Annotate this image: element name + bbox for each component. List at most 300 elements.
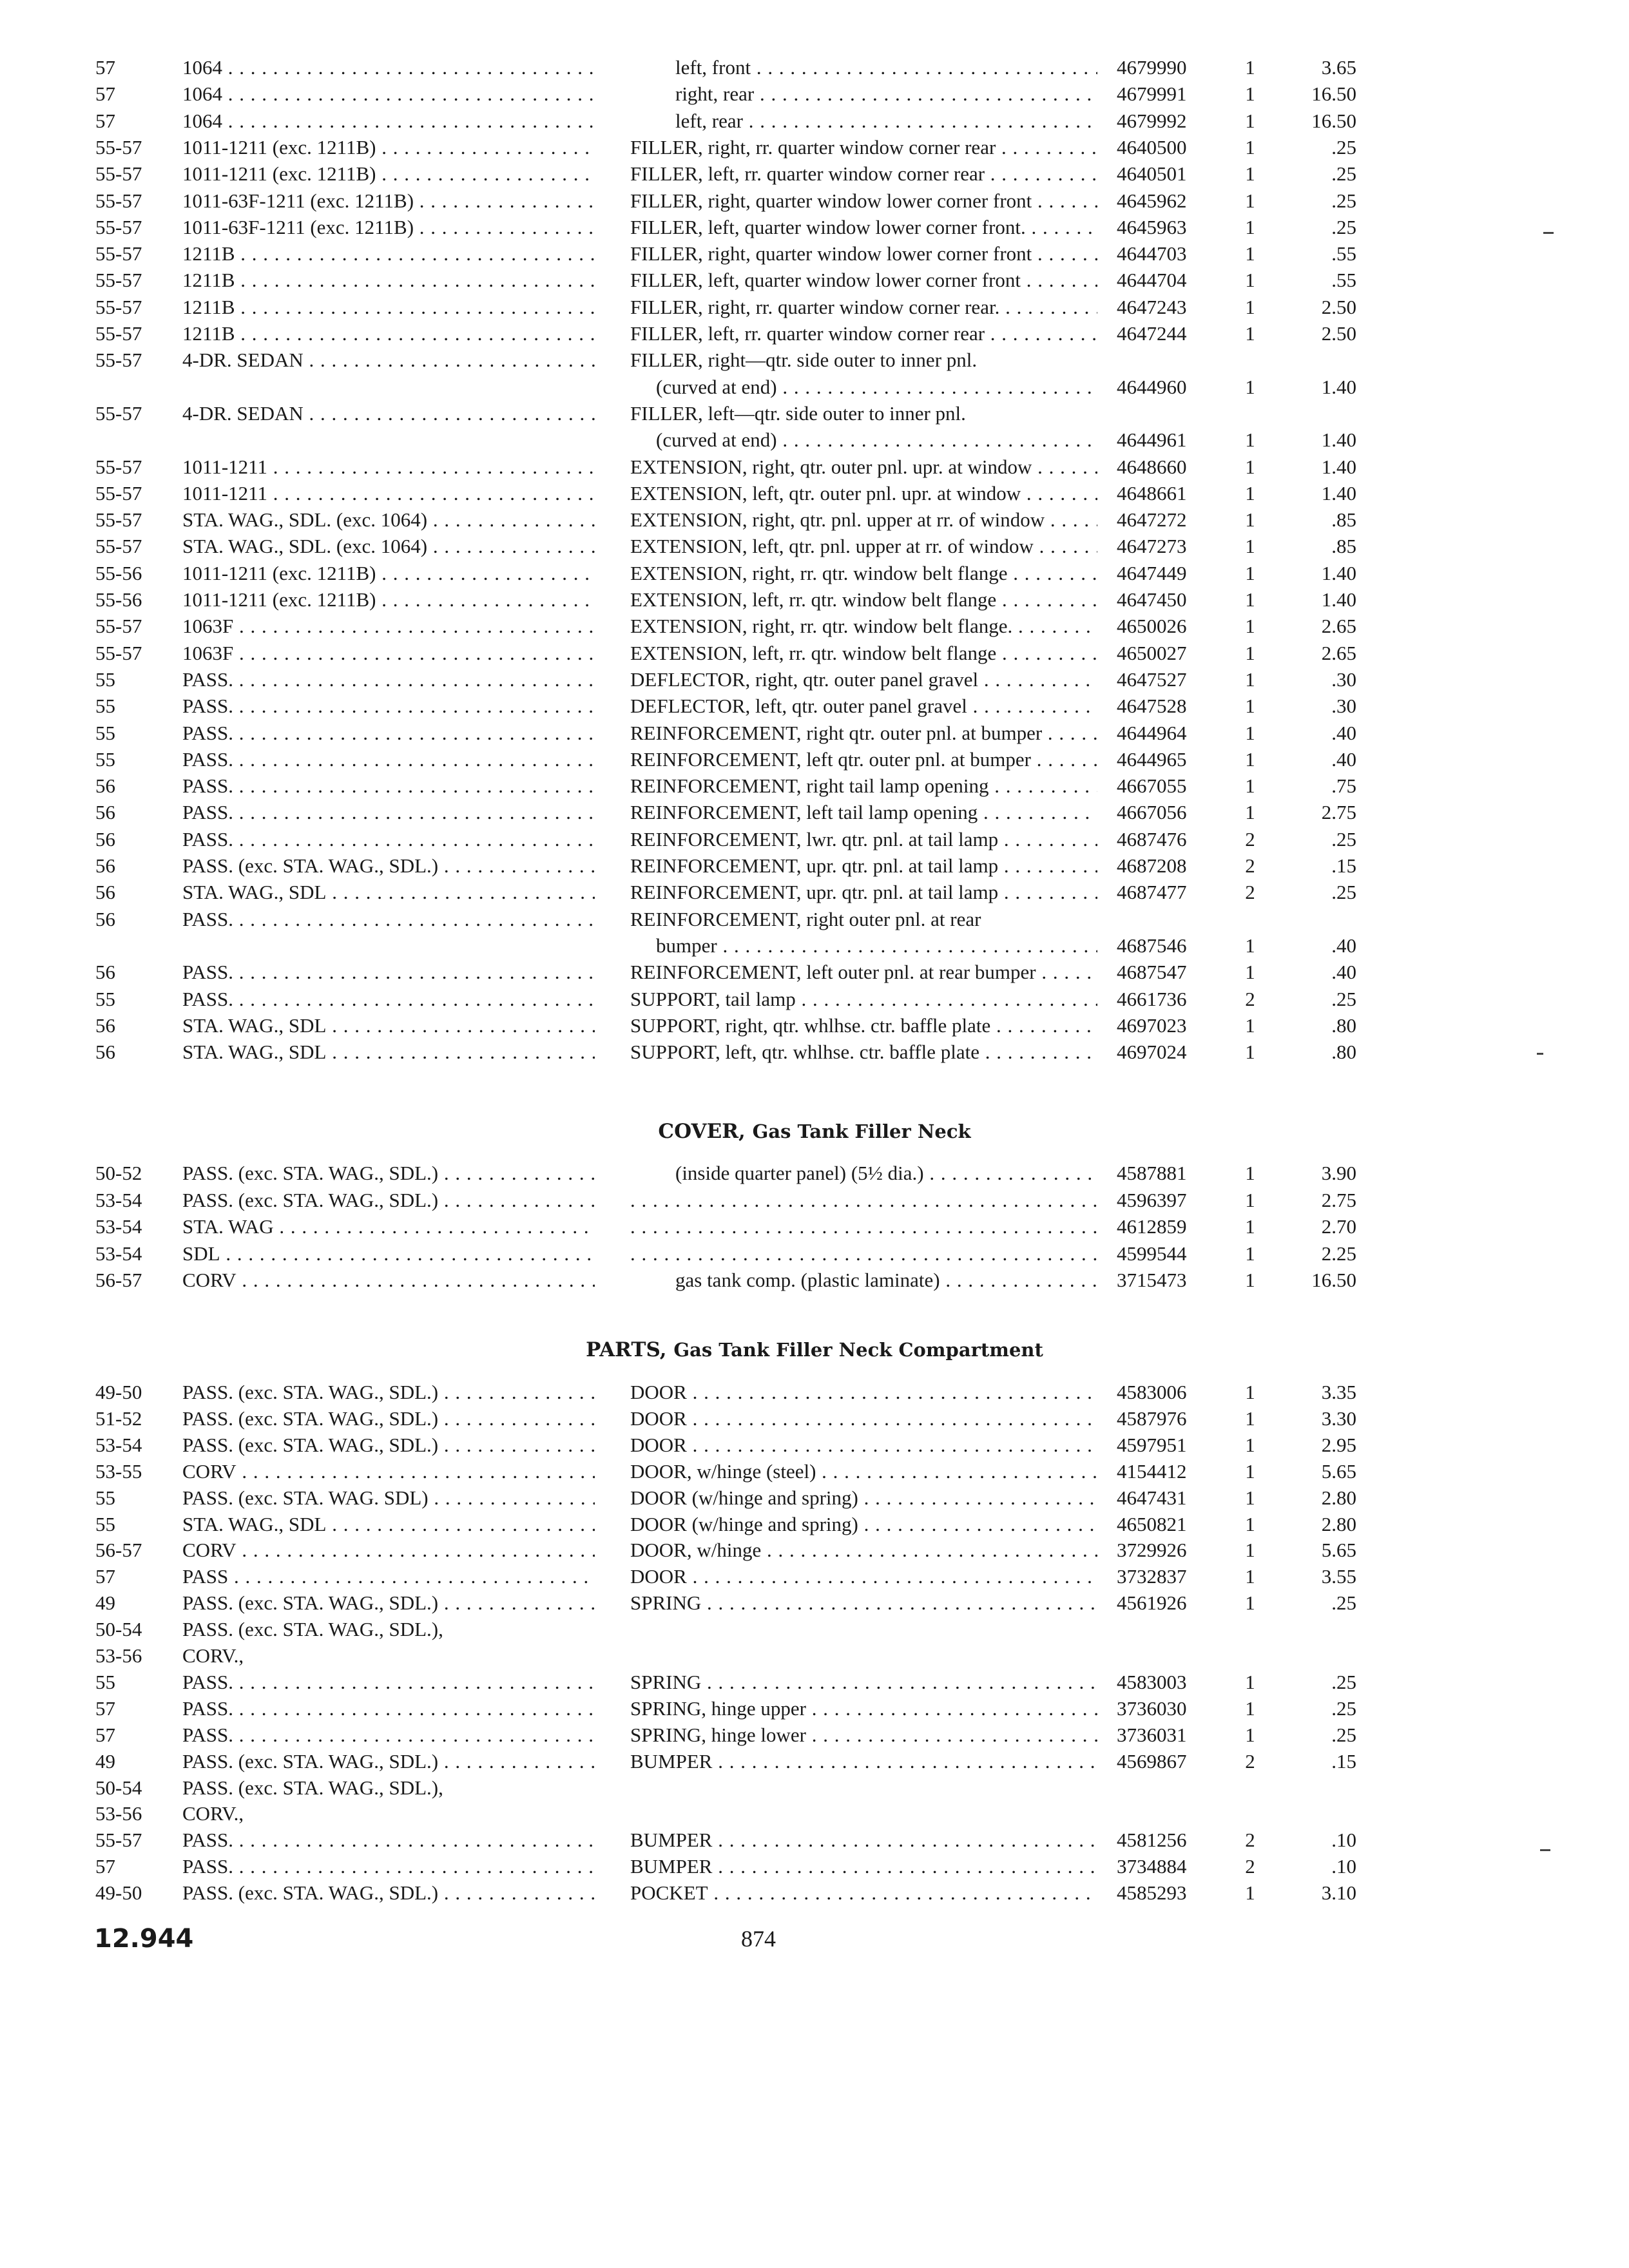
- description-cell: [630, 1160, 1097, 1187]
- quantity-cell-text: 1: [1245, 1512, 1255, 1535]
- description-cell: [630, 480, 1097, 507]
- description-cell-text: FILLER, right, rr. quarter window corner rear . . .: [630, 134, 1097, 161]
- model-cell: [182, 879, 595, 906]
- quantity-cell-text: 1: [1245, 668, 1255, 691]
- model-cell-text: PASS . . .: [182, 1563, 595, 1590]
- price-cell: [1279, 1511, 1356, 1538]
- quantity-cell-text: 1: [1245, 535, 1255, 558]
- year-cell-text: 55: [95, 987, 115, 1010]
- table-row: [0, 54, 1629, 81]
- model-cell: [182, 1616, 595, 1643]
- part-number-cell-text: 4581256: [1117, 1829, 1187, 1852]
- table-row: [0, 826, 1629, 853]
- description-cell: [630, 773, 1097, 800]
- margin-mark: [1540, 1849, 1550, 1851]
- part-number-cell: [1117, 1827, 1213, 1854]
- price-cell-text: .10: [1331, 1855, 1356, 1878]
- model-cell-text: 1064 . . .: [182, 81, 595, 108]
- part-number-cell: [1117, 879, 1213, 906]
- description-cell-text: DEFLECTOR, right, qtr. outer panel gravel . . .: [630, 666, 1097, 693]
- part-number-cell: [1117, 506, 1213, 533]
- price-cell-text: .25: [1331, 1696, 1356, 1720]
- price-cell: [1279, 533, 1356, 560]
- price-cell: [1279, 108, 1356, 135]
- table-row: [0, 533, 1629, 560]
- year-cell-text: 55-57: [95, 295, 142, 318]
- part-number-cell: [1117, 214, 1213, 241]
- model-cell-text: PASS. . . .: [182, 746, 595, 773]
- model-cell: [182, 1511, 595, 1538]
- year-cell-text: 55: [95, 721, 115, 744]
- model-cell: [182, 1563, 595, 1590]
- price-cell: [1279, 1267, 1356, 1294]
- table-row: [0, 187, 1629, 215]
- quantity-cell: [1240, 693, 1260, 720]
- quantity-cell-text: 1: [1245, 82, 1255, 106]
- description-cell: [630, 693, 1097, 720]
- description-cell: [630, 1267, 1097, 1294]
- quantity-cell: [1240, 427, 1260, 454]
- description-cell: [630, 347, 1097, 374]
- year-cell: [95, 906, 179, 933]
- description-cell: [630, 160, 1097, 187]
- price-cell: [1279, 1432, 1356, 1459]
- table-row: [0, 134, 1629, 161]
- page-code: 12.944: [94, 1924, 194, 1954]
- price-cell: [1279, 1537, 1356, 1564]
- table-row: [0, 693, 1629, 720]
- quantity-cell: [1240, 1853, 1260, 1880]
- price-cell-text: 2.95: [1321, 1433, 1356, 1456]
- price-cell-text: 2.75: [1321, 1188, 1356, 1211]
- quantity-cell: [1240, 108, 1260, 135]
- year-cell-text: 55: [95, 695, 115, 718]
- model-cell-text: PASS. . . .: [182, 1695, 595, 1722]
- description-cell: [630, 720, 1097, 747]
- part-number-cell-text: 4644960: [1117, 375, 1187, 398]
- table-row: [0, 1879, 1629, 1907]
- description-cell-text: EXTENSION, right, rr. qtr. window belt flange. . . .: [630, 613, 1097, 640]
- part-number-cell: [1117, 959, 1213, 986]
- part-number-cell: [1117, 693, 1213, 720]
- part-number-cell: [1117, 773, 1213, 800]
- model-cell: [182, 1039, 595, 1066]
- year-cell: [95, 54, 179, 81]
- model-cell-text: 1211B . . .: [182, 294, 595, 321]
- description-cell-text: REINFORCEMENT, right outer pnl. at rear: [630, 907, 981, 930]
- model-cell-text: CORV.,: [182, 1802, 244, 1825]
- table-row: [0, 1774, 1629, 1802]
- table-row: [0, 1722, 1629, 1749]
- year-cell: [95, 693, 179, 720]
- part-number-cell-text: 4640501: [1117, 162, 1187, 186]
- year-cell: [95, 1800, 179, 1827]
- model-cell-text: PASS. . . .: [182, 773, 595, 800]
- description-cell-text: FILLER, right, quarter window lower corner front . . .: [630, 240, 1097, 267]
- quantity-cell-text: 1: [1245, 455, 1255, 478]
- year-cell: [95, 400, 179, 427]
- description-cell: [630, 320, 1097, 347]
- model-cell: [182, 852, 595, 879]
- year-cell: [95, 746, 179, 773]
- model-cell-text: 1064 . . .: [182, 54, 595, 81]
- quantity-cell: [1240, 54, 1260, 81]
- quantity-cell: [1240, 1432, 1260, 1459]
- quantity-cell: [1240, 932, 1260, 959]
- model-cell: [182, 1695, 595, 1722]
- description-cell: [630, 240, 1097, 267]
- part-number-cell: [1117, 81, 1213, 108]
- part-number-cell-text: 4640500: [1117, 135, 1187, 159]
- model-cell-text: 1011-63F-1211 (exc. 1211B) . . .: [182, 214, 595, 241]
- price-cell-text: .25: [1331, 135, 1356, 159]
- part-number-cell-text: 4647273: [1117, 535, 1187, 558]
- year-cell-text: 56: [95, 961, 115, 984]
- part-number-cell: [1117, 852, 1213, 879]
- year-cell: [95, 240, 179, 267]
- year-cell: [95, 1267, 179, 1294]
- model-cell-text: PASS. (exc. STA. WAG. SDL) . . .: [182, 1485, 595, 1512]
- part-number-cell: [1117, 1187, 1213, 1214]
- price-cell: [1279, 1590, 1356, 1617]
- part-number-cell-text: 4687477: [1117, 881, 1187, 904]
- table-row: [0, 1616, 1629, 1643]
- part-number-cell: [1117, 613, 1213, 640]
- quantity-cell-text: 1: [1245, 1433, 1255, 1456]
- price-cell-text: 1.40: [1321, 375, 1356, 398]
- quantity-cell: [1240, 773, 1260, 800]
- quantity-cell: [1240, 746, 1260, 773]
- price-cell-text: 1.40: [1321, 588, 1356, 611]
- year-cell-text: 55: [95, 1512, 115, 1535]
- part-number-cell-text: 4583003: [1117, 1670, 1187, 1693]
- model-cell-text: 1064 . . .: [182, 108, 595, 135]
- table-row: [0, 454, 1629, 481]
- price-cell: [1279, 1160, 1356, 1187]
- description-cell: [630, 932, 1097, 959]
- price-cell: [1279, 1748, 1356, 1775]
- price-cell: [1279, 1012, 1356, 1039]
- quantity-cell: [1240, 1187, 1260, 1214]
- table-row: [0, 240, 1629, 267]
- description-cell: [630, 214, 1097, 241]
- price-cell: [1279, 1695, 1356, 1722]
- part-number-cell-text: 4644704: [1117, 269, 1187, 292]
- description-cell-text: EXTENSION, left, rr. qtr. window belt flange . . .: [630, 586, 1097, 613]
- price-cell-text: 2.25: [1321, 1242, 1356, 1265]
- price-cell-text: 1.40: [1321, 428, 1356, 452]
- description-cell-text: EXTENSION, right, qtr. pnl. upper at rr. of window . . .: [630, 506, 1097, 533]
- model-cell-text: 4-DR. SEDAN . . .: [182, 347, 595, 374]
- price-cell-text: 2.80: [1321, 1512, 1356, 1535]
- part-number-cell: [1117, 746, 1213, 773]
- description-cell: [630, 1039, 1097, 1066]
- part-number-cell: [1117, 640, 1213, 667]
- description-cell-text: REINFORCEMENT, left outer pnl. at rear bumper . . .: [630, 959, 1097, 986]
- year-cell: [95, 160, 179, 187]
- description-cell: [630, 1537, 1097, 1564]
- part-number-cell-text: 4697023: [1117, 1014, 1187, 1037]
- description-cell-text: DOOR (w/hinge and spring) . . .: [630, 1485, 1097, 1512]
- part-number-cell: [1117, 1485, 1213, 1512]
- table-row: [0, 1432, 1629, 1459]
- model-cell: [182, 1160, 595, 1187]
- year-cell: [95, 294, 179, 321]
- year-cell-text: 53-55: [95, 1459, 142, 1483]
- model-cell-text: PASS. . . .: [182, 666, 595, 693]
- table-row: [0, 427, 1629, 454]
- description-cell-text: EXTENSION, left, qtr. pnl. upper at rr. of window . . .: [630, 533, 1097, 560]
- part-number-cell-text: 4679992: [1117, 109, 1187, 132]
- part-number-cell-text: 3715473: [1117, 1269, 1187, 1291]
- year-cell-text: 57: [95, 1855, 115, 1878]
- part-number-cell-text: 3732837: [1117, 1565, 1187, 1588]
- description-cell-text: bumper . . .: [630, 932, 1097, 959]
- quantity-cell: [1240, 1590, 1260, 1617]
- part-number-cell: [1117, 267, 1213, 294]
- year-cell: [95, 879, 179, 906]
- price-cell: [1279, 1213, 1356, 1240]
- model-cell: [182, 799, 595, 826]
- price-cell-text: 16.50: [1311, 1269, 1356, 1291]
- model-cell: [182, 773, 595, 800]
- model-cell-text: PASS. . . .: [182, 986, 595, 1013]
- price-cell: [1279, 134, 1356, 161]
- part-number-cell-text: 4687476: [1117, 827, 1187, 850]
- price-cell: [1279, 1563, 1356, 1590]
- description-cell: [630, 1827, 1097, 1854]
- table-row: [0, 1590, 1629, 1617]
- table-row: [0, 640, 1629, 667]
- description-cell-text: EXTENSION, right, qtr. outer pnl. upr. at window . . .: [630, 454, 1097, 481]
- table-row: [0, 1012, 1629, 1039]
- price-cell: [1279, 1187, 1356, 1214]
- table-row: [0, 1563, 1629, 1590]
- quantity-cell-text: 1: [1245, 1486, 1255, 1509]
- price-cell: [1279, 720, 1356, 747]
- price-cell: [1279, 506, 1356, 533]
- model-cell-text: 1011-1211 (exc. 1211B) . . .: [182, 134, 595, 161]
- model-cell: [182, 720, 595, 747]
- description-cell: [630, 400, 1097, 427]
- description-cell-text: right, rear . . .: [630, 81, 1097, 108]
- description-cell: [630, 986, 1097, 1013]
- description-cell-text: (curved at end) . . .: [630, 427, 1097, 454]
- price-cell-text: 5.65: [1321, 1539, 1356, 1562]
- part-number-cell: [1117, 720, 1213, 747]
- price-cell: [1279, 1039, 1356, 1066]
- price-cell-text: 3.10: [1321, 1881, 1356, 1905]
- model-cell: [182, 1748, 595, 1775]
- year-cell-text: 55: [95, 1670, 115, 1693]
- part-number-cell-text: 4647243: [1117, 295, 1187, 318]
- table-row: [0, 214, 1629, 241]
- quantity-cell-text: 1: [1245, 1188, 1255, 1211]
- description-cell: [630, 81, 1097, 108]
- year-cell-text: 49-50: [95, 1381, 142, 1403]
- year-cell-text: 56: [95, 1041, 115, 1064]
- quantity-cell-text: 1: [1245, 961, 1255, 984]
- quantity-cell-text: 1: [1245, 934, 1255, 957]
- price-cell: [1279, 1827, 1356, 1854]
- part-number-cell-text: 3736030: [1117, 1696, 1187, 1720]
- description-cell: [630, 826, 1097, 853]
- model-cell-text: PASS. (exc. STA. WAG., SDL.) . . .: [182, 852, 595, 879]
- model-cell-text: CORV . . .: [182, 1537, 595, 1564]
- price-cell-text: .10: [1331, 1829, 1356, 1852]
- model-cell-text: PASS. . . .: [182, 959, 595, 986]
- model-cell-text: STA. WAG . . .: [182, 1213, 595, 1240]
- table-row: [0, 720, 1629, 747]
- price-cell-text: 2.80: [1321, 1486, 1356, 1509]
- quantity-cell-text: 1: [1245, 1381, 1255, 1403]
- quantity-cell-text: 1: [1245, 747, 1255, 771]
- quantity-cell-text: 1: [1245, 1881, 1255, 1905]
- description-cell: [630, 54, 1097, 81]
- year-cell-text: 53-54: [95, 1215, 142, 1238]
- quantity-cell: [1240, 160, 1260, 187]
- year-cell: [95, 347, 179, 374]
- part-number-cell-text: 4647431: [1117, 1486, 1187, 1509]
- description-cell: [630, 134, 1097, 161]
- year-cell: [95, 1458, 179, 1485]
- description-cell-text: EXTENSION, left, rr. qtr. window belt flange . . .: [630, 640, 1097, 667]
- price-cell: [1279, 799, 1356, 826]
- quantity-cell-text: 2: [1245, 987, 1255, 1010]
- model-cell-text: PASS. . . .: [182, 720, 595, 747]
- part-number-cell: [1117, 160, 1213, 187]
- year-cell: [95, 214, 179, 241]
- part-number-cell-text: 4644965: [1117, 747, 1187, 771]
- quantity-cell: [1240, 799, 1260, 826]
- model-cell-text: PASS. . . .: [182, 693, 595, 720]
- quantity-cell: [1240, 1379, 1260, 1406]
- table-row: [0, 1695, 1629, 1722]
- model-cell-text: PASS. (exc. STA. WAG., SDL.) . . .: [182, 1879, 595, 1907]
- model-cell: [182, 906, 595, 933]
- table-row: [0, 400, 1629, 427]
- model-cell-text: 1011-1211 (exc. 1211B) . . .: [182, 160, 595, 187]
- price-cell-text: 2.65: [1321, 641, 1356, 664]
- part-number-cell: [1117, 799, 1213, 826]
- quantity-cell: [1240, 81, 1260, 108]
- description-cell: [630, 799, 1097, 826]
- table-row: [0, 1267, 1629, 1294]
- quantity-cell-text: 2: [1245, 1855, 1255, 1878]
- part-number-cell-text: 4647272: [1117, 508, 1187, 532]
- model-cell: [182, 1012, 595, 1039]
- section-heading-parts: [0, 1338, 1629, 1361]
- part-number-cell: [1117, 1458, 1213, 1485]
- description-cell-text: DOOR, w/hinge (steel) . . .: [630, 1458, 1097, 1485]
- quantity-cell: [1240, 1267, 1260, 1294]
- part-number-cell-text: 4667055: [1117, 774, 1187, 798]
- year-cell-text: 55-57: [95, 401, 142, 425]
- quantity-cell-text: 1: [1245, 1539, 1255, 1562]
- model-cell: [182, 454, 595, 481]
- model-cell: [182, 693, 595, 720]
- part-number-cell-text: 4644703: [1117, 242, 1187, 265]
- description-cell: [630, 506, 1097, 533]
- table-row: [0, 1240, 1629, 1267]
- model-cell-text: 1011-1211 . . .: [182, 454, 595, 481]
- quantity-cell: [1240, 586, 1260, 613]
- part-number-cell-text: 4644964: [1117, 721, 1187, 744]
- quantity-cell-text: 2: [1245, 1749, 1255, 1773]
- description-cell-text: FILLER, right, quarter window lower corner front . . .: [630, 187, 1097, 215]
- model-cell: [182, 54, 595, 81]
- price-cell-text: .85: [1331, 508, 1356, 532]
- table-row: [0, 1537, 1629, 1564]
- part-number-cell: [1117, 480, 1213, 507]
- price-cell: [1279, 773, 1356, 800]
- quantity-cell: [1240, 1563, 1260, 1590]
- quantity-cell: [1240, 959, 1260, 986]
- table-row: [0, 932, 1629, 959]
- model-cell-text: STA. WAG., SDL . . .: [182, 879, 595, 906]
- price-cell: [1279, 932, 1356, 959]
- year-cell-text: 55-57: [95, 1829, 142, 1852]
- year-cell-text: 55-57: [95, 615, 142, 638]
- model-cell: [182, 959, 595, 986]
- part-number-cell: [1117, 1695, 1213, 1722]
- year-cell: [95, 320, 179, 347]
- price-cell: [1279, 320, 1356, 347]
- part-number-cell-text: 3736031: [1117, 1723, 1187, 1746]
- description-cell: [630, 852, 1097, 879]
- model-cell: [182, 267, 595, 294]
- description-cell: [630, 294, 1097, 321]
- price-cell: [1279, 240, 1356, 267]
- description-cell-text: BUMPER . . .: [630, 1853, 1097, 1880]
- part-number-cell-text: 4687208: [1117, 854, 1187, 877]
- table-row: [0, 773, 1629, 800]
- price-cell: [1279, 826, 1356, 853]
- price-cell: [1279, 959, 1356, 986]
- quantity-cell-text: 1: [1245, 721, 1255, 744]
- quantity-cell-text: 1: [1245, 56, 1255, 79]
- table-row: [0, 1187, 1629, 1214]
- model-cell: [182, 1213, 595, 1240]
- quantity-cell: [1240, 852, 1260, 879]
- part-number-cell: [1117, 1432, 1213, 1459]
- quantity-cell: [1240, 1695, 1260, 1722]
- description-cell-text: SUPPORT, right, qtr. whlhse. ctr. baffle plate . . .: [630, 1012, 1097, 1039]
- year-cell: [95, 267, 179, 294]
- table-row: [0, 560, 1629, 587]
- model-cell-text: STA. WAG., SDL . . .: [182, 1511, 595, 1538]
- model-cell-text: PASS. (exc. STA. WAG., SDL.),: [182, 1776, 443, 1799]
- price-cell: [1279, 666, 1356, 693]
- price-cell: [1279, 586, 1356, 613]
- part-number-cell: [1117, 932, 1213, 959]
- price-cell-text: 2.65: [1321, 615, 1356, 638]
- price-cell-text: .25: [1331, 987, 1356, 1010]
- price-cell-text: .30: [1331, 695, 1356, 718]
- section-heading-parts-bold: PARTS,: [586, 1338, 667, 1361]
- part-number-cell: [1117, 1012, 1213, 1039]
- price-cell-text: .80: [1331, 1041, 1356, 1064]
- year-cell-text: 51-52: [95, 1407, 142, 1430]
- year-cell-text: 55-57: [95, 322, 142, 345]
- part-number-cell: [1117, 1160, 1213, 1187]
- part-number-cell-text: 4597951: [1117, 1433, 1187, 1456]
- part-number-cell: [1117, 986, 1213, 1013]
- quantity-cell-text: 1: [1245, 295, 1255, 318]
- year-cell: [95, 1590, 179, 1617]
- price-cell: [1279, 613, 1356, 640]
- year-cell: [95, 720, 179, 747]
